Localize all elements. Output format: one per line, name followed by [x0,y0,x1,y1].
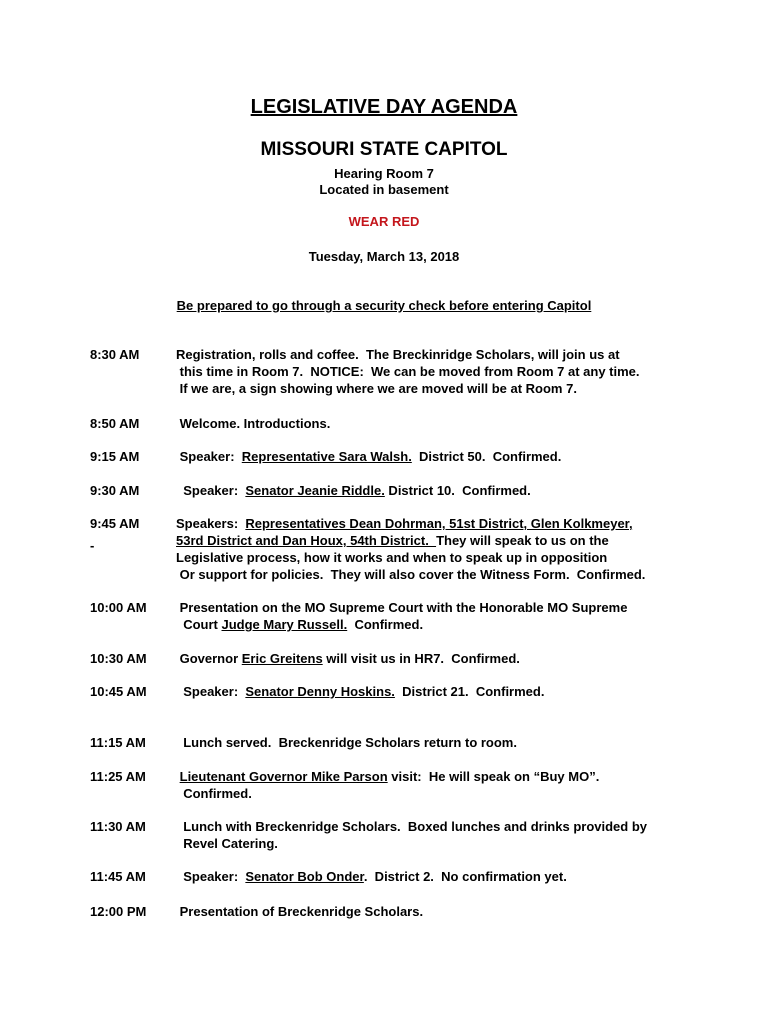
speaker-name: Judge Mary Russell. [221,617,348,632]
hearing-room: Hearing Room 7 [334,166,434,181]
security-check-note: Be prepared to go through a security check before entering Capitol [176,298,592,313]
speaker-name: Senator Denny Hoskins. [245,684,395,699]
agenda-time: 10:45 AM [90,684,147,699]
agenda-description: Welcome. Introductions. [176,416,331,431]
agenda-description: Speakers: Representatives Dean Dohrman, 51st District, Glen Kolkmeyer, 53rd District and Dan Houx, 54th District. They will speak to us on the Legislative process, how it works and when to speak up in opposition Or support for policies. They will also cover the Witness Form. Confirmed. [176,516,646,582]
room-location-note: Located in basement [319,182,449,197]
agenda-time: 11:25 AM [90,769,146,784]
speaker-name: Eric Greitens [241,651,323,666]
agenda-time: 9:15 AM [90,449,140,464]
agenda-description: Presentation on the MO Supreme Court with the Honorable MO Supreme Court Judge Mary Russell. Confirmed. [176,600,628,632]
agenda-description: Lunch served. Breckenridge Scholars return to room. [176,735,517,750]
agenda-description: Registration, rolls and coffee. The Breckinridge Scholars, will join us at this time in Room 7. NOTICE: We can be moved from Room 7 at any time. If we are, a sign showing where we are moved will be at Room 7. [176,347,640,396]
agenda-time: 9:30 AM [90,483,140,498]
agenda-time: 12:00 PM [90,904,147,919]
speaker-name: Senator Jeanie Riddle. [245,483,385,498]
agenda-description: Lieutenant Governor Mike Parson visit: He will speak on “Buy MO”. Confirmed. [176,769,600,801]
agenda-time: 8:30 AM [90,347,140,362]
speaker-name: Senator Bob Onder [245,869,364,884]
agenda-time: 10:30 AM [90,651,147,666]
agenda-description: Speaker: Senator Denny Hoskins. District 21. Confirmed. [176,684,545,699]
speaker-name: Representatives Dean Dohrman, 51st District, Glen Kolkmeyer, [245,516,633,531]
agenda-description: Speaker: Representative Sara Walsh. District 50. Confirmed. [176,449,562,464]
agenda-title: LEGISLATIVE DAY AGENDA [250,96,518,118]
agenda-time: 10:00 AM [90,600,147,615]
agenda-time: 11:15 AM [90,735,146,750]
agenda-description: Speaker: Senator Bob Onder. District 2. No confirmation yet. [176,869,567,884]
capitol-heading: MISSOURI STATE CAPITOL [260,139,508,160]
agenda-description: Presentation of Breckenridge Scholars. [176,904,424,919]
agenda-time: 8:50 AM [90,416,140,431]
agenda-time: 11:30 AM [90,819,146,834]
stray-mark: - [90,538,95,553]
agenda-description: Governor Eric Greitens will visit us in HR7. Confirmed. [176,651,520,666]
speaker-name: Lieutenant Governor Mike Parson [179,769,388,784]
agenda-time: 11:45 AM [90,869,146,884]
agenda-description: Speaker: Senator Jeanie Riddle. District 10. Confirmed. [176,483,531,498]
wear-red-notice: WEAR RED [348,214,420,229]
speaker-name: Representative Sara Walsh. [241,449,412,464]
speaker-name: 53rd District and Dan Houx, 54th District. [176,533,437,548]
event-date: Tuesday, March 13, 2018 [308,249,460,264]
agenda-description: Lunch with Breckenridge Scholars. Boxed lunches and drinks provided by Revel Catering. [176,819,647,851]
agenda-time: 9:45 AM [90,516,140,531]
